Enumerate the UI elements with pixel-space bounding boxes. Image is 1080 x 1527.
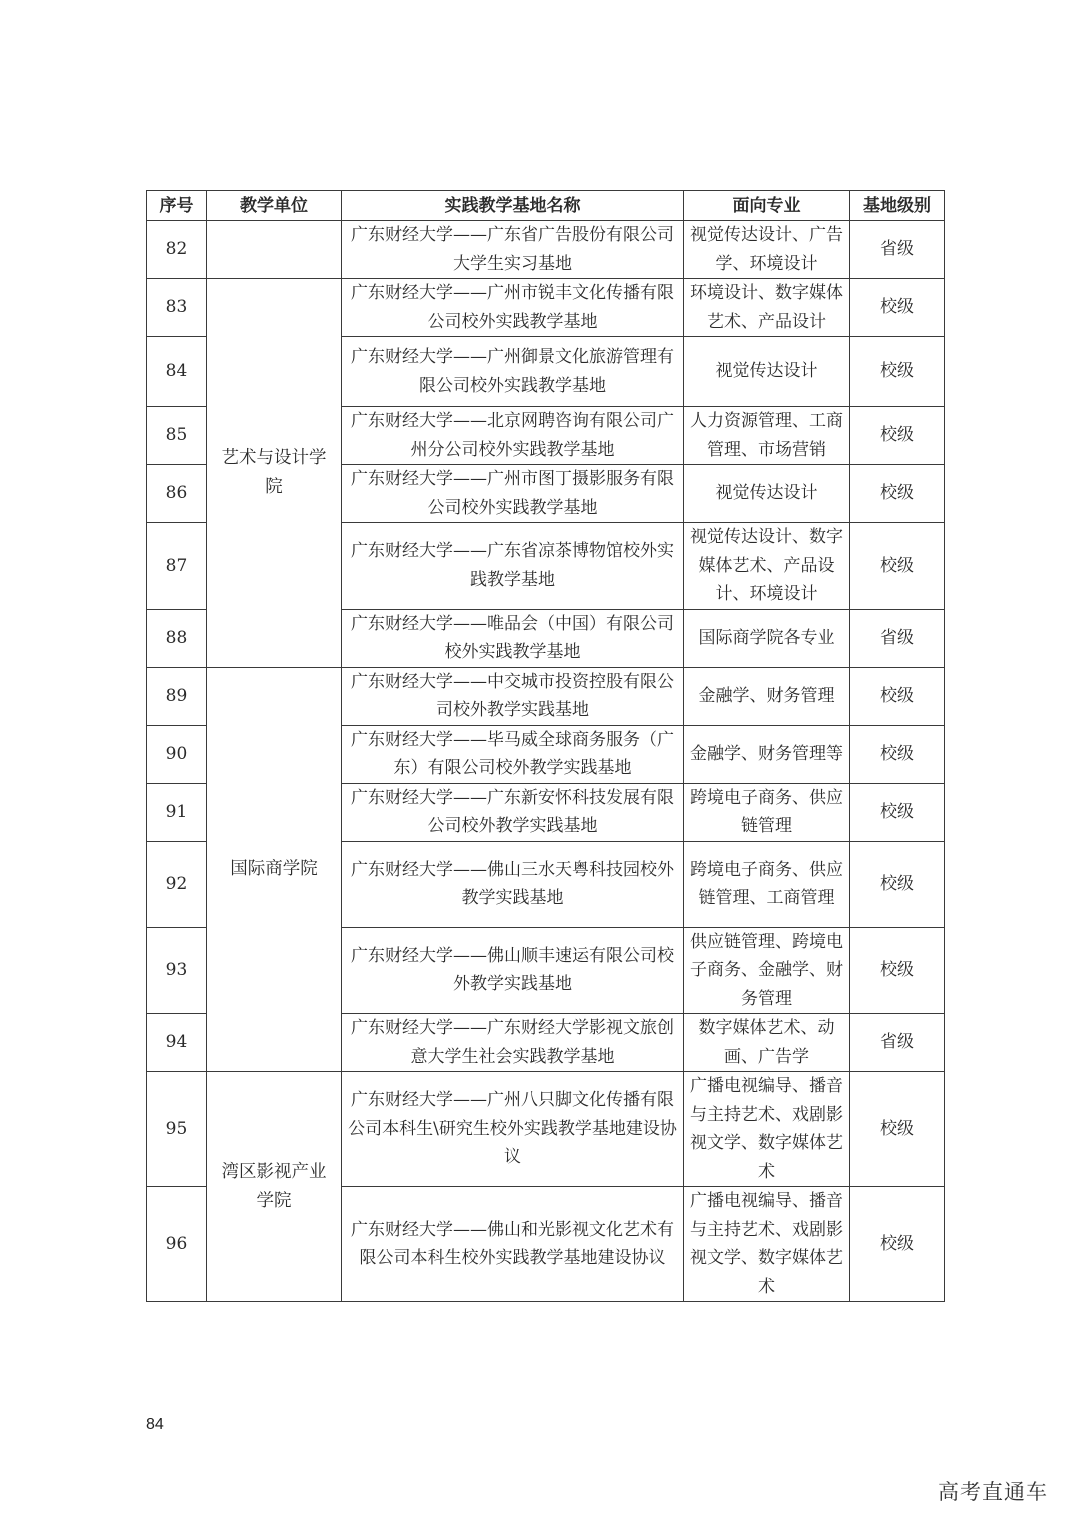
base-name-cell: 广东财经大学——唯品会（中国）有限公司校外实践教学基地 (342, 609, 684, 667)
level-cell: 省级 (850, 1014, 945, 1072)
row-seq: 88 (147, 609, 207, 667)
header-seq: 序号 (147, 191, 207, 221)
practice-base-table (146, 190, 945, 1302)
level-cell: 校级 (850, 523, 945, 610)
level-cell: 校级 (850, 783, 945, 841)
level-cell: 校级 (850, 1072, 945, 1187)
page-number: 84 (146, 1416, 164, 1433)
table-header-row (147, 191, 945, 221)
row-seq: 82 (147, 221, 207, 279)
row-seq: 86 (147, 465, 207, 523)
base-name-cell: 广东财经大学——佛山三水天粤科技园校外教学实践基地 (342, 841, 684, 927)
major-cell: 广播电视编导、播音与主持艺术、戏剧影视文学、数字媒体艺术 (684, 1072, 850, 1187)
major-cell: 视觉传达设计 (684, 465, 850, 523)
row-seq: 83 (147, 279, 207, 337)
major-cell: 视觉传达设计、广告学、环境设计 (684, 221, 850, 279)
base-name-cell: 广东财经大学——佛山和光影视文化艺术有限公司本科生校外实践教学基地建设协议 (342, 1187, 684, 1302)
table-row (147, 221, 945, 279)
unit-cell-intl: 国际商学院 (207, 667, 342, 1072)
level-cell: 校级 (850, 841, 945, 927)
level-cell: 校级 (850, 337, 945, 407)
table-row (147, 279, 945, 337)
level-cell: 校级 (850, 465, 945, 523)
level-cell: 省级 (850, 609, 945, 667)
row-seq: 95 (147, 1072, 207, 1187)
unit-cell-art: 艺术与设计学院 (207, 279, 342, 668)
row-seq: 87 (147, 523, 207, 610)
major-cell: 金融学、财务管理 (684, 667, 850, 725)
base-name-cell: 广东财经大学——广州御景文化旅游管理有限公司校外实践教学基地 (342, 337, 684, 407)
base-name-cell: 广东财经大学——北京网聘咨询有限公司广州分公司校外实践教学基地 (342, 407, 684, 465)
watermark-text: 高考直通车 (938, 1480, 1048, 1504)
major-cell: 数字媒体艺术、动画、广告学 (684, 1014, 850, 1072)
major-cell: 跨境电子商务、供应链管理 (684, 783, 850, 841)
base-name-cell: 广东财经大学——广东省凉茶博物馆校外实践教学基地 (342, 523, 684, 610)
level-cell: 校级 (850, 279, 945, 337)
level-cell: 校级 (850, 1187, 945, 1302)
base-name-cell: 广东财经大学——广东新安怀科技发展有限公司校外教学实践基地 (342, 783, 684, 841)
unit-cell-film: 湾区影视产业学院 (207, 1072, 342, 1302)
header-unit: 教学单位 (207, 191, 342, 221)
major-cell: 供应链管理、跨境电子商务、金融学、财务管理 (684, 927, 850, 1014)
table-row (147, 667, 945, 725)
row-seq: 89 (147, 667, 207, 725)
major-cell: 人力资源管理、工商管理、市场营销 (684, 407, 850, 465)
base-name-cell: 广东财经大学——中交城市投资控股有限公司校外教学实践基地 (342, 667, 684, 725)
base-name-cell: 广东财经大学——广东财经大学影视文旅创意大学生社会实践教学基地 (342, 1014, 684, 1072)
table-row (147, 1072, 945, 1187)
row-seq: 85 (147, 407, 207, 465)
row-seq: 92 (147, 841, 207, 927)
header-major: 面向专业 (684, 191, 850, 221)
base-name-cell: 广东财经大学——广州市锐丰文化传播有限公司校外实践教学基地 (342, 279, 684, 337)
row-seq: 94 (147, 1014, 207, 1072)
base-name-cell: 广东财经大学——广州市图丁摄影服务有限公司校外实践教学基地 (342, 465, 684, 523)
major-cell: 金融学、财务管理等 (684, 725, 850, 783)
major-cell: 跨境电子商务、供应链管理、工商管理 (684, 841, 850, 927)
level-cell: 校级 (850, 927, 945, 1014)
header-level: 基地级别 (850, 191, 945, 221)
major-cell: 广播电视编导、播音与主持艺术、戏剧影视文学、数字媒体艺术 (684, 1187, 850, 1302)
major-cell: 视觉传达设计、数字媒体艺术、产品设计、环境设计 (684, 523, 850, 610)
major-cell: 国际商学院各专业 (684, 609, 850, 667)
row-seq: 96 (147, 1187, 207, 1302)
base-name-cell: 广东财经大学——广东省广告股份有限公司大学生实习基地 (342, 221, 684, 279)
level-cell: 校级 (850, 407, 945, 465)
level-cell: 校级 (850, 725, 945, 783)
level-cell: 校级 (850, 667, 945, 725)
unit-cell-empty (207, 221, 342, 279)
row-seq: 93 (147, 927, 207, 1014)
major-cell: 视觉传达设计 (684, 337, 850, 407)
base-name-cell: 广东财经大学——毕马威全球商务服务（广东）有限公司校外教学实践基地 (342, 725, 684, 783)
base-name-cell: 广东财经大学——广州八只脚文化传播有限公司本科生\研究生校外实践教学基地建设协议 (342, 1072, 684, 1187)
level-cell: 省级 (850, 221, 945, 279)
base-name-cell: 广东财经大学——佛山顺丰速运有限公司校外教学实践基地 (342, 927, 684, 1014)
major-cell: 环境设计、数字媒体艺术、产品设计 (684, 279, 850, 337)
row-seq: 90 (147, 725, 207, 783)
row-seq: 84 (147, 337, 207, 407)
header-base-name: 实践教学基地名称 (342, 191, 684, 221)
row-seq: 91 (147, 783, 207, 841)
